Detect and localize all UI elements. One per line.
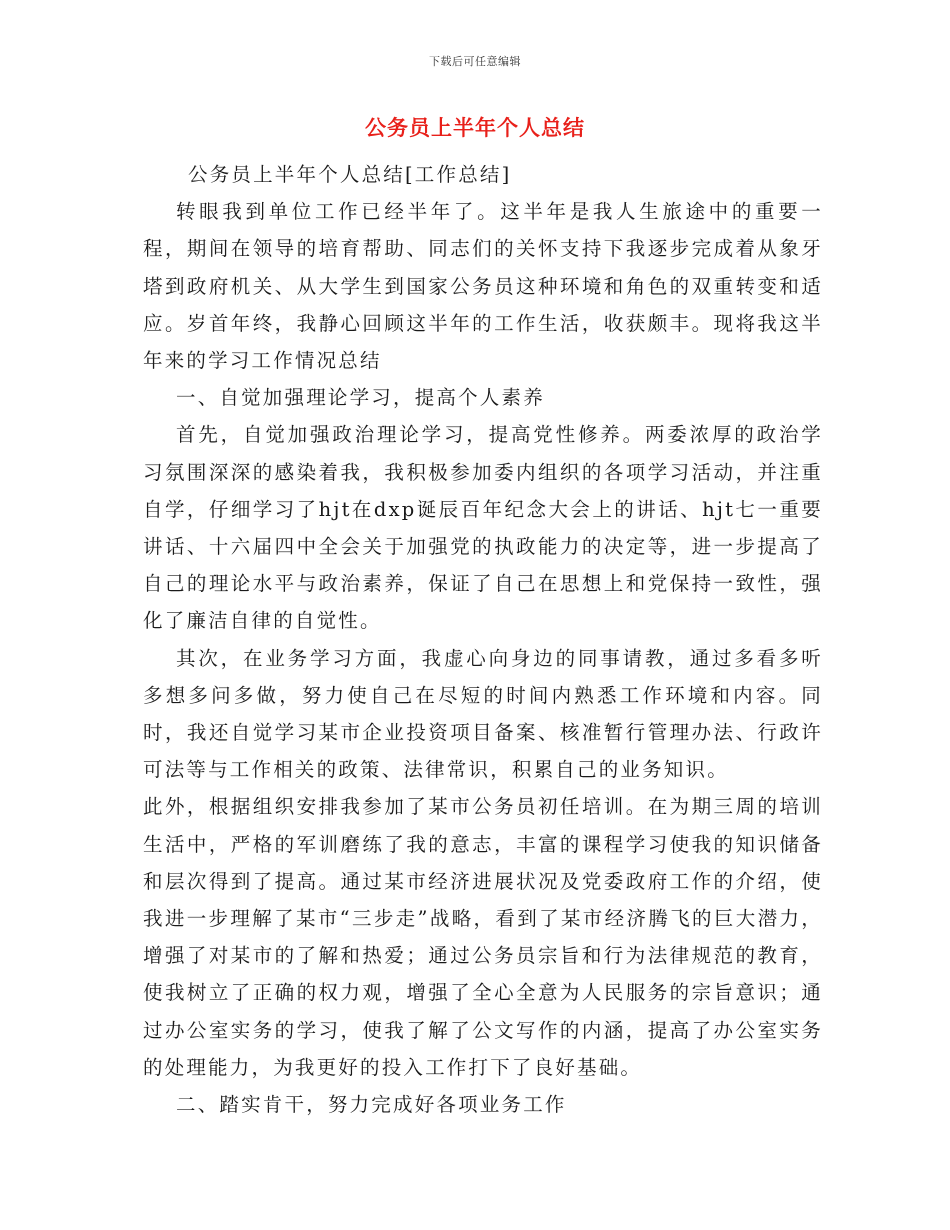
header-note: 下载后可任意编辑: [429, 55, 521, 68]
paragraph-first: 首先，自觉加强政治理论学习，提高党性修养。两委浓厚的政治学习氛围深深的感染着我，我积极参加委内组织的各项学习活动，并注重自学，仔细学习了hjt在dxp诞辰百年纪念大会上的讲话、hjt七一重要讲话、十六届四中全会关于加强党的执政能力的决定等，进一步提高了自己的理论水平与政治素养，保证了自己在思想上和党保持一致性，强化了廉洁自律的自觉性。: [143, 423, 823, 633]
section-heading-1: 一、自觉加强理论学习，提高个人素养: [176, 386, 545, 410]
subtitle-line: 公务员上半年个人总结[工作总结]: [188, 163, 512, 186]
document-body: [143, 156, 823, 1123]
document-title: 公务员上半年个人总结: [365, 116, 585, 140]
paragraph-second: 其次，在业务学习方面，我虚心向身边的同事请教，通过多看多听多想多问多做，努力使自己在尽短的时间内熟悉工作环境和内容。同时，我还自觉学习某市企业投资项目备案、核准暂行管理办法、行政许可法等与工作相关的政策、法律常识，积累自己的业务知识。: [143, 646, 823, 782]
intro-paragraph: 转眼我到单位工作已经半年了。这半年是我人生旅途中的重要一程，期间在领导的培育帮助、同志们的关怀支持下我逐步完成着从象牙塔到政府机关、从大学生到国家公务员这种环境和角色的双重转变和适应。岁首年终，我静心回顾这半年的工作生活，收获颇丰。现将我这半年来的学习工作情况总结: [143, 200, 823, 373]
section-heading-2: 二、踏实肯干，努力完成好各项业务工作: [176, 1093, 567, 1117]
paragraph-additionally: 此外，根据组织安排我参加了某市公务员初任培训。在为期三周的培训生活中，严格的军训磨练了我的意志，丰富的课程学习使我的知识储备和层次得到了提高。通过某市经济进展状况及党委政府工作的介绍，使我进一步理解了某市“三步走”战略，看到了某市经济腾飞的巨大潜力，增强了对某市的了解和热爱；通过公务员宗旨和行为法律规范的教育，使我树立了正确的权力观，增强了全心全意为人民服务的宗旨意识；通过办公室实务的学习，使我了解了公文写作的内涵，提高了办公室实务的处理能力，为我更好的投入工作打下了良好基础。: [143, 795, 823, 1079]
